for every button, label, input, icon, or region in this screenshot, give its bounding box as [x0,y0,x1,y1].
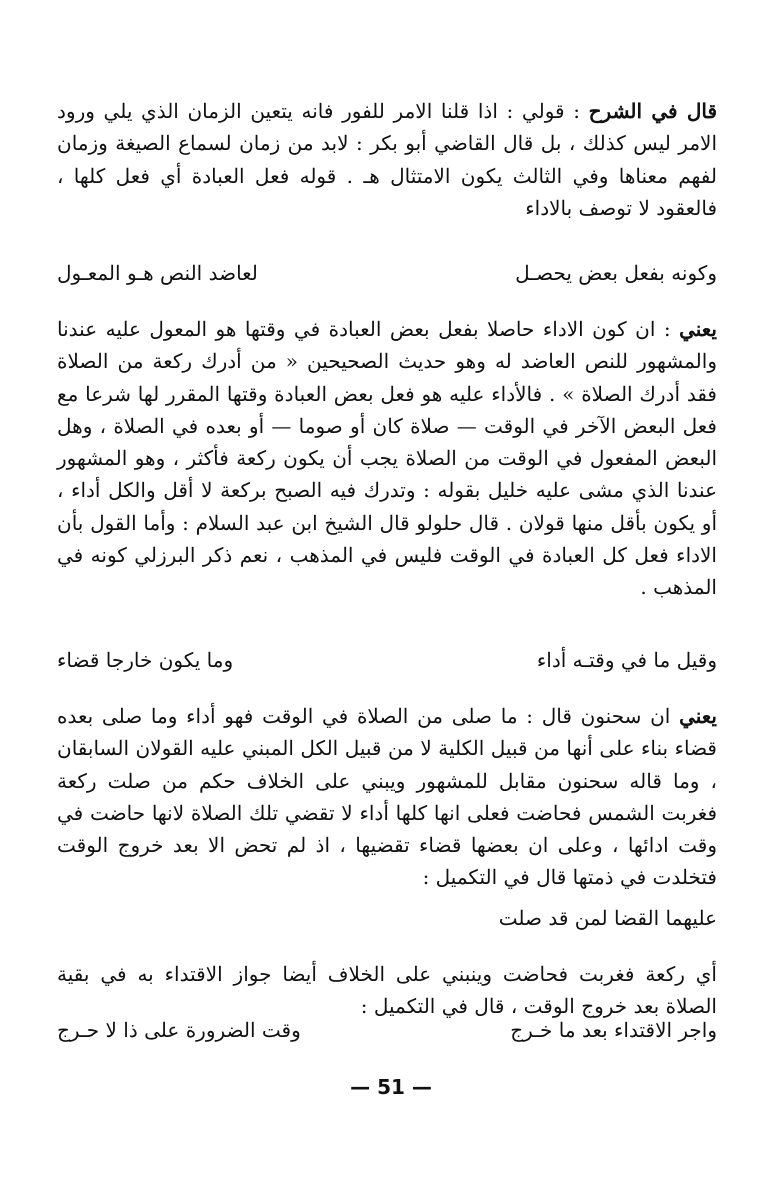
paragraph-commentary-1 [57,95,717,224]
paragraph-commentary-4 [57,958,717,1023]
paragraph-text: أي ركعة فغربت فحاضت وينبني على الخلاف أيضا جواز الاقتداء به في بقية الصلاة بعد خروج الوقت ، قال في التكميل : [57,962,717,1019]
paragraph-commentary-2 [57,313,717,604]
paragraph-commentary-3 [57,700,717,894]
verse-line-2 [57,644,717,676]
verse-first-hemistich: واجر الاقتداء بعد ما خـرج [510,1018,717,1042]
paragraph-lead: يعني [679,704,717,728]
verse-first-hemistich: وكونه بفعل بعض يحصـل [515,261,717,285]
paragraph-text: ان سحنون قال : ما صلى من الصلاة في الوقت فهو أداء وما صلى بعده قضاء بناء على أنها من قبيل الكلية لا من قبيل الكل المبني عليه القولان السابقان ، وما قاله سحنون مقابل للمشهور ويبني على الخلاف حكم من صلت ركعة فغربت الشمس فحاضت فعلى انها كلها أداء لا تقضي تلك الصلاة لانها حاضت في وقت ادائها ، وعلى ان بعضها قضاء تقضيها ، اذ لم تحض الا بعد خروج الوقت فتخلدت في ذمتها قال في التكميل : [57,704,717,890]
verse-second-hemistich: لعاضد النص هـو المعـول [57,261,258,285]
verse-second-hemistich: وقت الضرورة على ذا لا حـرج [57,1018,301,1042]
verse-second-hemistich: وما يكون خارجا قضاء [57,648,234,672]
verse-line-3 [57,902,717,934]
verse-line-1 [57,257,717,289]
paragraph-text: : ان كون الاداء حاصلا بفعل بعض العبادة في وقتها هو المعول عليه عندنا والمشهور للنص العاضد له وهو حديث الصحيحين « من أدرك ركعة من الصلاة فقد أدرك الصلاة » . فالأداء عليه هو فعل بعض العبادة وقتها المقرر لها شرعا مع فعل البعض الآخر في الوقت — صلاة كان أو صوما — أو بعده في الصلاة ، وهل البعض المفعول في الوقت من الصلاة يجب أن يكون ركعة فأكثر ، وهو المشهور عندنا الذي مشى عليه خليل بقوله : وتدرك فيه الصبح بركعة لا أقل والكل أداء ، أو يكون بأقل منها قولان . قال حلولو قال الشيخ ابن عبد السلام : وأما القول بأن الاداء فعل كل العبادة في الوقت فليس في المذهب ، نعم ذكر البرزلي كونه في المذهب . [57,317,717,600]
page-number: — 51 — [350,1075,432,1099]
verse-first-hemistich: وقيل ما في وقتـه أداء [536,648,717,672]
verse-first-hemistich: عليهما القضا لمن قد صلت [498,906,717,930]
paragraph-lead: يعني [679,317,717,341]
paragraph-lead: قال في الشرح [588,99,718,123]
verse-line-4 [57,1014,717,1046]
paragraph-text: : قولي : اذا قلنا الامر للفور فانه يتعين الزمان الذي يلي ورود الامر ليس كذلك ، بل قال القاضي أبو بكر : لابد من زمان لسماع الصيغة وزمان لفهم معناها وفي الثالث يكون الامتثال هـ . قوله فعل العبادة أي فعل كلها ، فالعقود لا توصف بالاداء [57,99,717,220]
